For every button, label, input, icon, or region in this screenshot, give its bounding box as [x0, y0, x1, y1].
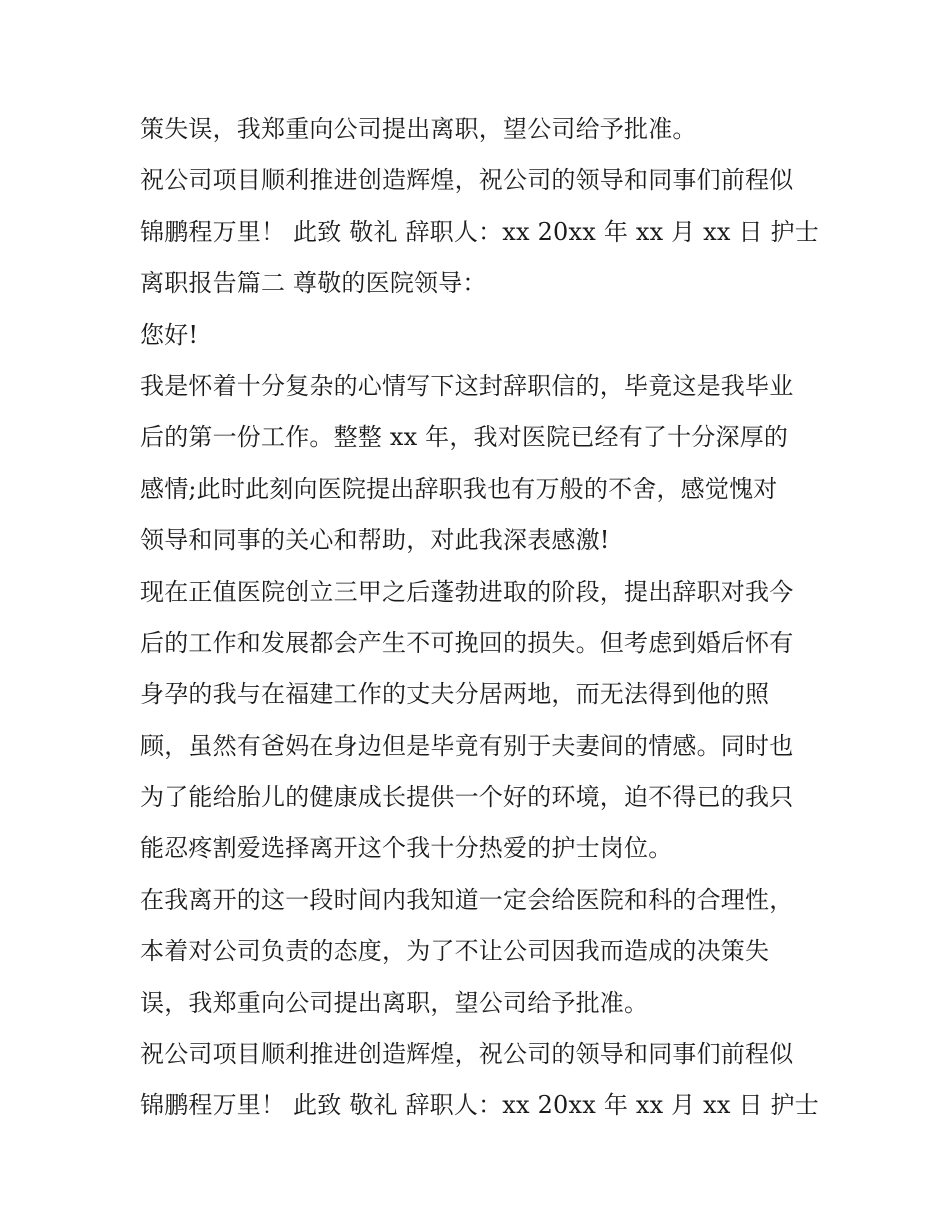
- text-line: 我是怀着十分复杂的心情写下这封辞职信的，毕竟这是我毕业: [140, 371, 794, 400]
- text-line: 能忍疼割爱选择离开这个我十分热爱的护士岗位。: [140, 834, 673, 863]
- text-line: 顾，虽然有爸妈在身边但是毕竟有别于夫妻间的情感。同时也: [140, 731, 794, 760]
- text-line: 离职报告篇二 尊敬的医院领导：: [140, 269, 487, 298]
- text-line: 祝公司项目顺利推进创造辉煌，祝公司的领导和同事们前程似: [140, 166, 794, 195]
- document-body: [140, 104, 830, 1132]
- text-line: 您好!: [140, 320, 199, 349]
- text-line: 后的第一份工作。整整 xx 年，我对医院已经有了十分深厚的: [140, 423, 789, 452]
- text-line: 感情;此时此刻向医院提出辞职我也有万般的不舍，感觉愧对: [140, 474, 778, 503]
- text-line: 锦鹏程万里！ 此致 敬礼 辞职人：xx 20xx 年 xx 月 xx 日 护士: [140, 1091, 819, 1120]
- text-line: 策失误，我郑重向公司提出离职，望公司给予批准。: [140, 115, 697, 143]
- text-line: 身孕的我与在福建工作的丈夫分居两地，而无法得到他的照: [140, 680, 770, 709]
- text-line: 本着对公司负责的态度，为了不让公司因我而造成的决策失: [140, 937, 770, 966]
- text-line: 祝公司项目顺利推进创造辉煌，祝公司的领导和同事们前程似: [140, 1040, 794, 1069]
- text-line: 误，我郑重向公司提出离职，望公司给予批准。: [140, 988, 649, 1017]
- text-line: 领导和同事的关心和帮助，对此我深表感激!: [140, 526, 610, 555]
- text-line: 锦鹏程万里！ 此致 敬礼 辞职人：xx 20xx 年 xx 月 xx 日 护士: [140, 217, 819, 246]
- text-line: 现在正值医院创立三甲之后蓬勃进取的阶段，提出辞职对我今: [140, 577, 794, 606]
- text-line: 在我离开的这一段时间内我知道一定会给医院和科的合理性，: [140, 885, 794, 914]
- text-line: 为了能给胎儿的健康成长提供一个好的环境，迫不得已的我只: [140, 783, 794, 812]
- text-line: 后的工作和发展都会产生不可挽回的损失。但考虑到婚后怀有: [140, 628, 794, 657]
